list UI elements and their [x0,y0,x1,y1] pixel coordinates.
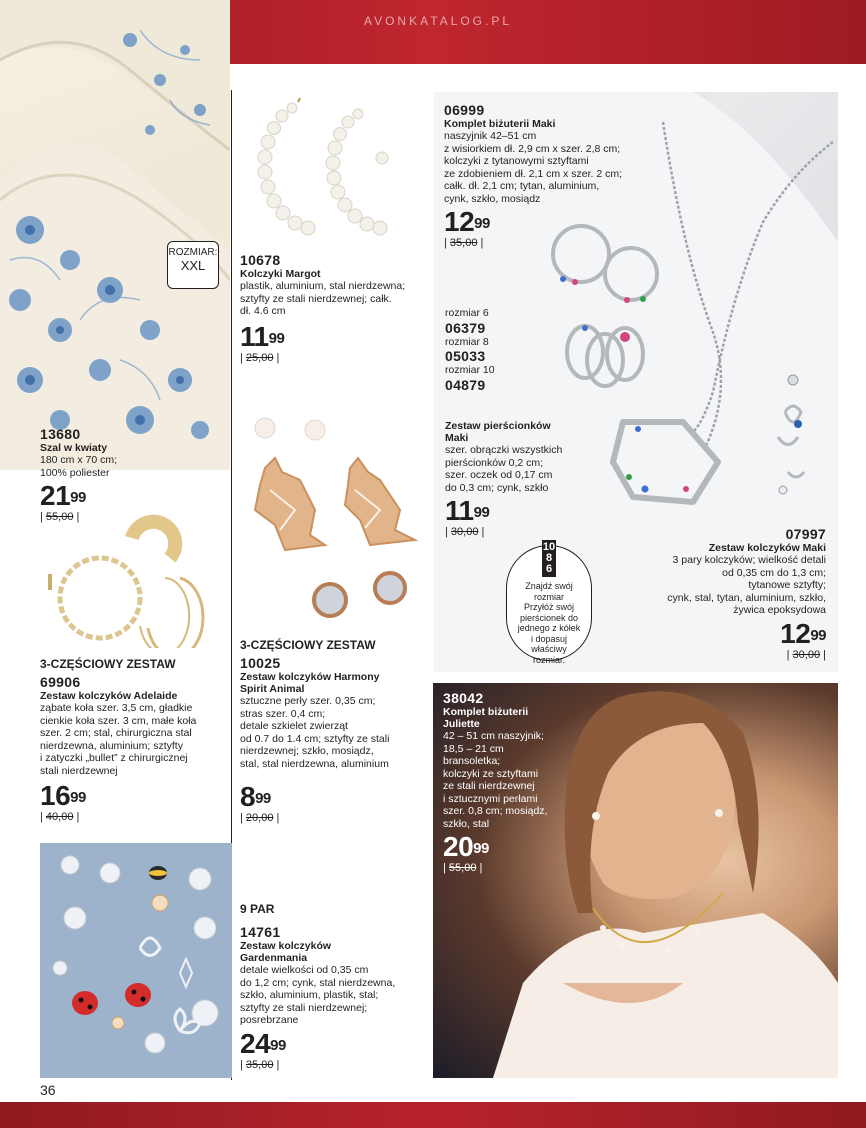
product-desc-line: cynk, stal, tytan, aluminium, szkło, [667,591,826,604]
badge-line: Znajdź swój [525,581,573,591]
old-price-value: 55,00 [448,862,477,874]
old-price-value: 55,00 [45,511,74,523]
ring-size-label: rozmiar 10 [445,364,495,376]
product-desc-line: detale wielkości od 0,35 cm [240,964,369,976]
old-price: | 55,00 | [40,511,80,523]
gardenmania-info [240,902,395,1071]
price-cents: 99 [268,329,285,347]
product-desc-line: nierdzewnej; szkło, mosiądz, [240,745,374,757]
set-heading: 9 PAR [240,902,275,916]
old-price: | 35,00 | [444,237,484,249]
product-desc-line: stali nierdzewnej [40,764,118,777]
product-desc-line: nierdzewna, aluminium; sztyfty [40,739,183,752]
product-desc-line: szer. oczek od 0,17 cm [445,469,553,481]
product-name: Zestaw pierścionków [445,420,551,432]
product-desc-line: plastik, aluminium, stal nierdzewna; [240,280,406,292]
product-desc-line: kolczyki ze sztyftami [443,767,539,780]
footer-bar [0,1102,866,1128]
product-price [444,207,622,237]
old-price-value: 30,00 [450,526,479,538]
product-price [240,1029,395,1059]
maki-rings-info [445,420,562,538]
price-main: 11 [445,495,474,526]
product-desc-line: ze zdobieniem dł. 2,1 cm x szer. 2 cm; [444,167,622,180]
price-cents: 99 [255,790,271,807]
price-main: 11 [240,320,269,352]
product-desc-line: cienkie koła szer. 3 cm, małe koła [40,714,197,727]
gardenmania-photo [40,843,232,1078]
price-main: 8 [240,781,256,812]
product-desc-line: szkło, aluminium, plastik, stal; [240,989,379,1001]
product-price [240,322,405,352]
price-main: 21 [40,480,71,511]
old-price-value: 25,00 [245,351,274,364]
old-price-value: 35,00 [449,237,478,249]
old-price: | 20,00 | [240,812,280,824]
product-desc-line: stras szer. 0,4 cm; [240,707,326,720]
product-desc-line: od 0.7 do 1.4 cm; sztyfty ze stali [240,732,390,745]
price-main: 20 [443,831,474,862]
product-desc-line: do 0,3 cm; cynk, szkło [445,481,549,494]
margot-info [240,252,405,364]
product-code: 38042 [443,690,484,706]
size-value: XXL [180,258,206,273]
old-price-value: 20,00 [245,812,274,824]
product-code: 13680 [40,426,81,442]
juliette-info [443,690,547,874]
price-main: 16 [40,780,71,811]
product-desc-line: ze stali nierdzewnej [443,780,535,792]
product-desc-line: posrebrzane [240,1014,299,1026]
product-desc-line: ząbate koła szer. 3,5 cm, gładkie [40,702,193,714]
badge-line: rozmiar. [532,654,565,665]
size-label: ROZMIAR: [168,247,218,258]
old-price-value: 40,00 [45,811,74,823]
product-code: 14761 [240,924,281,940]
badge-line: Przyłóż swój [523,602,574,612]
ring-size-label: rozmiar 8 [445,335,489,348]
harmony-info [240,638,389,824]
maki-rings-codes [445,307,495,393]
price-main: 24 [240,1027,271,1059]
product-desc-line: naszyjnik 42–51 cm [444,130,537,142]
price-cents: 99 [810,626,826,644]
product-code: 69906 [40,674,81,690]
product-name: Szal w kwiaty [40,442,108,454]
product-desc-line: żywica epoksydowa [733,604,826,616]
product-name: Zestaw kolczyków Maki [708,542,826,554]
product-price [240,782,389,812]
old-price: | 30,00 | [445,526,485,538]
size-badge [167,241,219,289]
product-name: Spirit Animal [240,683,305,695]
maki-set-info [444,102,622,249]
product-desc-line: od 0,35 cm do 1,3 cm; [722,566,826,579]
old-price-value: 30,00 [792,648,821,661]
product-desc-line: całk. dł. 2,1 cm; tytan, aluminium, [444,180,600,192]
ring-size-code: 05033 [445,348,486,364]
ring-size-label: rozmiar 6 [445,307,489,319]
product-name: Zestaw kolczyków [240,940,332,952]
price-cents: 99 [473,840,489,857]
product-price [445,496,562,526]
product-desc-line: stal, stal nierdzewna, aluminium [240,757,389,770]
product-name: Zestaw kolczyków Adelaide [40,690,178,702]
price-cents: 99 [70,789,86,806]
product-price [40,481,117,511]
product-code: 06999 [444,102,485,118]
set-heading: 3-CZĘŚCIOWY ZESTAW [40,657,176,671]
product-desc-line: cynk, szkło, mosiądz [444,192,541,205]
product-price [443,832,547,862]
product-desc-line: szkło, stal [443,817,490,830]
product-price [40,781,196,811]
product-price [667,619,826,649]
product-name: Zestaw kolczyków Harmony [240,671,380,683]
price-main: 12 [780,617,811,649]
product-desc-line: detale szkielet zwierząt [240,720,348,732]
price-cents: 99 [474,215,490,232]
product-desc-line: sztyfty ze stali nierdzewnej; całk. [240,292,392,305]
price-cents: 99 [70,489,86,506]
product-desc-line: z wisiorkiem dł. 2,9 cm x szer. 2,8 cm; [444,142,621,155]
product-desc-line: tytanowe sztyfty; [748,579,826,591]
price-cents: 99 [270,1036,286,1054]
product-desc-line: sztuczne perły szer. 0,35 cm; [240,695,376,707]
product-desc-line: dł. 4.6 cm [240,305,286,317]
product-desc-line: szer. obrączki wszystkich [445,444,563,456]
product-name: Komplet biżuterii [443,706,529,718]
product-code: 10678 [240,252,281,268]
page-number: 36 [40,1082,56,1098]
badge-line: i dopasuj [530,633,568,644]
old-price: | 25,00 | [240,351,280,364]
badge-line: jednego z kółek [517,623,581,633]
ring-size-code: 06379 [445,319,486,336]
product-desc-line: szer. 0,8 cm; mosiądz, [443,805,548,817]
price-cents: 99 [473,504,490,521]
ring-size-finder-text [507,577,591,665]
ring-size-finder-badge [506,541,592,665]
set-heading: 3-CZĘŚCIOWY ZESTAW [240,638,376,652]
old-price-value: 35,00 [245,1058,274,1071]
product-desc-line: 18,5 – 21 cm [443,742,504,755]
product-name: Juliette [443,718,480,730]
price-main: 12 [444,206,475,237]
product-desc-line: 100% poliester [40,466,110,479]
product-desc-line: sztyfty ze stali nierdzewnej; [240,1001,368,1014]
product-desc-line: szer. 2 cm; stal, chirurgiczna stal [40,727,192,739]
product-desc-line: kolczyki z tytanowymi sztyftami [444,155,589,167]
adelaide-info [40,657,196,823]
old-price: | 35,00 | [240,1058,280,1071]
maki-earrings-info [667,526,826,661]
product-name: Kolczyki Margot [240,268,321,280]
old-price: | 30,00 | [786,648,826,661]
badge-line: właściwy [531,644,567,654]
product-desc-line: i zatyczki „bullet” z chirurgicznej [40,752,188,764]
product-desc-line: do 1,2 cm; cynk, stal nierdzewna, [240,976,396,989]
product-desc-line: pierścionków 0,2 cm; [445,456,544,469]
product-code: 10025 [240,655,281,671]
old-price: | 40,00 | [40,811,80,823]
product-desc-line: i sztucznymi perłami [443,792,538,805]
harmony-photo [240,400,430,635]
product-desc-line: 3 pary kolczyków; wielkość detali [672,554,826,566]
ring-size-code: 04879 [445,376,486,393]
margot-photo [240,92,430,252]
product-desc-line: 42 – 51 cm naszyjnik; [443,730,544,742]
ring-size-numbers: 10 8 6 [542,541,556,575]
site-name: AVONKATALOG.PL [363,14,512,28]
product-name: Gardenmania [240,952,308,964]
badge-line: pierścionek do [519,612,579,623]
scarf-photo [0,0,230,470]
product-desc-line: 180 cm x 70 cm; [40,454,118,466]
badge-line: rozmiar [533,591,564,602]
product-code: 07997 [785,526,826,542]
product-name: Maki [445,432,469,444]
product-name: Komplet biżuterii Maki [444,118,556,130]
adelaide-photo [40,508,230,648]
old-price: | 55,00 | [443,862,483,874]
product-desc-line: bransoletka; [443,755,501,767]
